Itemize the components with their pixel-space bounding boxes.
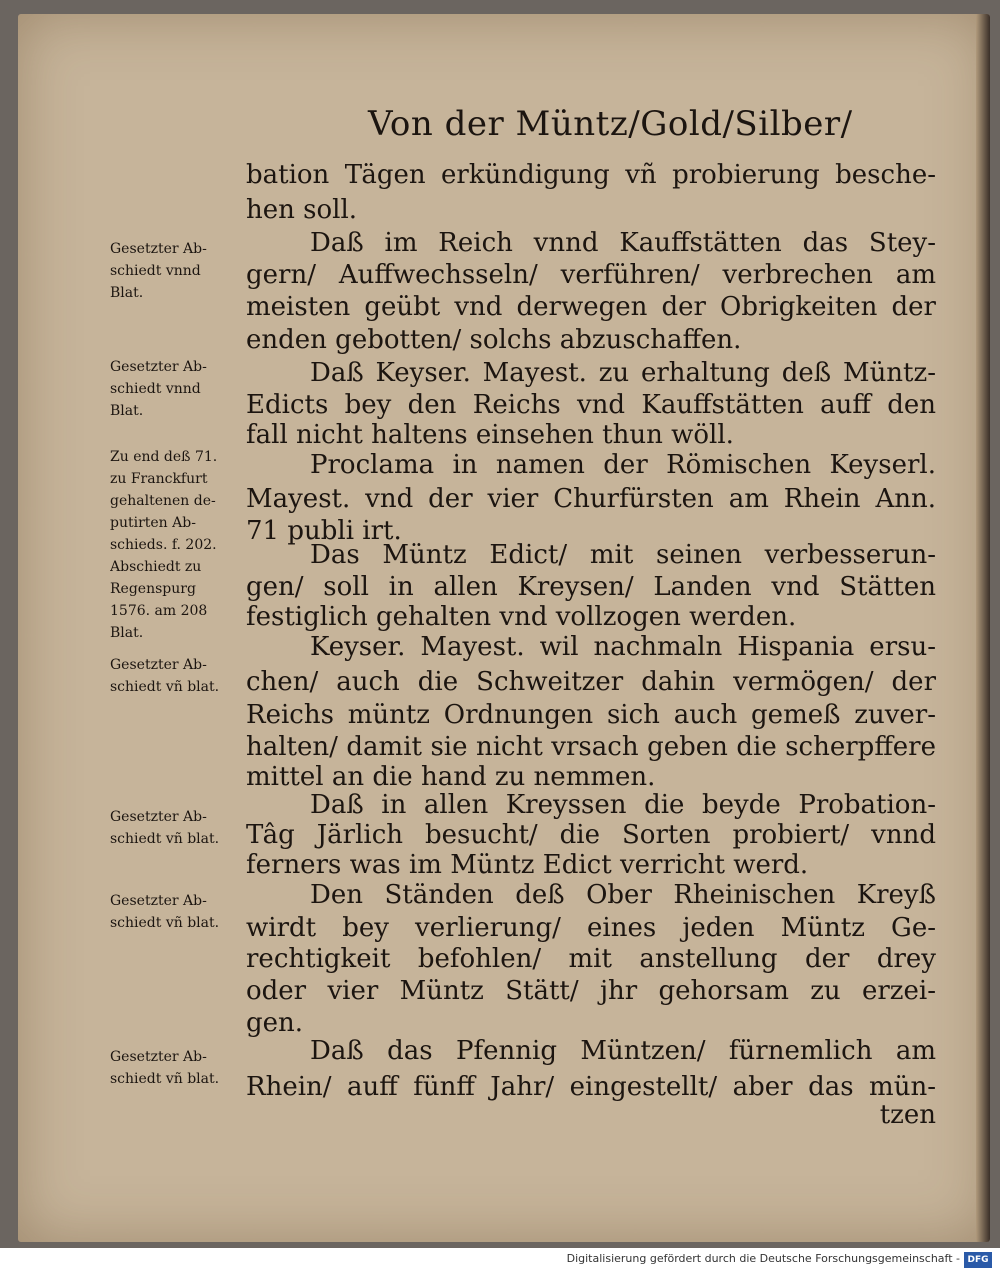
body-line: mittel an die hand zu nemmen. <box>246 762 656 792</box>
body-line: Daß in allen Kreyssen die beyde Probation- <box>310 790 936 820</box>
body-line: festiglich gehalten vnd vollzogen werden. <box>246 602 797 632</box>
body-line: halten/ damit sie nicht vrsach geben die scherpffere <box>246 732 936 762</box>
marginal-note: schiedt vñ blat. <box>110 915 220 931</box>
marginal-note: Gesetzter Ab- <box>110 359 207 375</box>
catchword: tzen <box>879 1100 936 1130</box>
marginal-note: Abschiedt zu <box>110 559 202 575</box>
marginal-note: schieds. f. 202. <box>110 537 217 553</box>
marginal-note: Blat. <box>110 625 144 641</box>
body-line: enden gebotten/ solchs abzuschaffen. <box>246 325 742 355</box>
marginal-note: Gesetzter Ab- <box>110 657 207 673</box>
marginal-note: schiedt vnnd <box>110 381 201 397</box>
marginal-note: Gesetzter Ab- <box>110 241 207 257</box>
footer-bar <box>0 1248 1000 1273</box>
body-line: gen/ soll in allen Kreysen/ Landen vnd Stätten <box>246 572 936 602</box>
body-line: Das Müntz Edict/ mit seinen verbesserun- <box>310 540 936 570</box>
body-line: wirdt bey verlierung/ eines jeden Müntz Ge- <box>246 913 936 943</box>
marginal-note: Gesetzter Ab- <box>110 809 207 825</box>
body-line: hen soll. <box>246 195 358 225</box>
body-line: Daß Keyser. Mayest. zu erhaltung deß Müntz- <box>310 358 936 388</box>
body-line: meisten geübt vnd derwegen der Obrigkeiten der <box>246 292 936 322</box>
dfg-logo: DFG <box>964 1252 992 1268</box>
body-line: 71 publi irt. <box>246 516 402 546</box>
marginal-note: schiedt vnnd <box>110 263 201 279</box>
body-line: Daß das Pfennig Müntzen/ fürnemlich am <box>310 1036 936 1066</box>
marginal-note: schiedt vñ blat. <box>110 679 220 695</box>
marginal-note: Regenspurg <box>110 581 196 597</box>
marginal-note: schiedt vñ blat. <box>110 831 220 847</box>
body-line: gern/ Auffwechsseln/ verführen/ verbrechen am <box>246 260 936 290</box>
marginal-note: putirten Ab- <box>110 515 196 531</box>
body-line: bation Tägen erkündigung vñ probierung besche- <box>246 160 936 190</box>
body-line: Keyser. Mayest. wil nachmaln Hispania ersu- <box>310 632 936 662</box>
body-line: Tâg Järlich besucht/ die Sorten probiert/ vnnd <box>246 820 936 850</box>
body-line: gen. <box>246 1008 304 1038</box>
body-line: oder vier Müntz Stätt/ jhr gehorsam zu erzei- <box>246 976 936 1006</box>
marginal-note: Blat. <box>110 403 144 419</box>
body-line: rechtigkeit befohlen/ mit anstellung der drey <box>246 944 936 974</box>
marginal-note: Blat. <box>110 285 144 301</box>
body-line: Reichs müntz Ordnungen sich auch gemeß zuver- <box>246 700 936 730</box>
body-line: fall nicht haltens einsehen thun wöll. <box>246 420 734 450</box>
body-line: chen/ auch die Schweitzer dahin vermögen/ der <box>246 667 936 697</box>
body-line: Proclama in namen der Römischen Keyserl. <box>310 450 936 480</box>
marginal-note: gehaltenen de- <box>110 493 216 509</box>
body-line: Mayest. vnd der vier Churfürsten am Rhein Ann. <box>246 484 936 514</box>
marginal-note: schiedt vñ blat. <box>110 1071 220 1087</box>
body-line: Den Ständen deß Ober Rheinischen Kreyß <box>310 880 936 910</box>
body-line: Edicts bey den Reichs vnd Kauffstätten auff den <box>246 390 936 420</box>
marginal-note: Zu end deß 71. <box>110 449 218 465</box>
marginal-note: Gesetzter Ab- <box>110 1049 207 1065</box>
marginal-note: zu Franckfurt <box>110 471 208 487</box>
marginal-note: 1576. am 208 <box>110 603 208 619</box>
funding-credit: Digitalisierung gefördert durch die Deutsche Forschungsgemeinschaft - <box>566 1252 960 1265</box>
body-line: Rhein/ auff fünff Jahr/ eingestellt/ aber das mün- <box>246 1072 936 1102</box>
page-edge <box>976 14 990 1242</box>
marginal-note: Gesetzter Ab- <box>110 893 207 909</box>
body-line: ferners was im Müntz Edict verricht werd. <box>246 850 809 880</box>
body-line: Daß im Reich vnnd Kauffstätten das Stey- <box>310 228 936 258</box>
running-head: Von der Müntz/Gold/Silber/ <box>368 104 853 144</box>
